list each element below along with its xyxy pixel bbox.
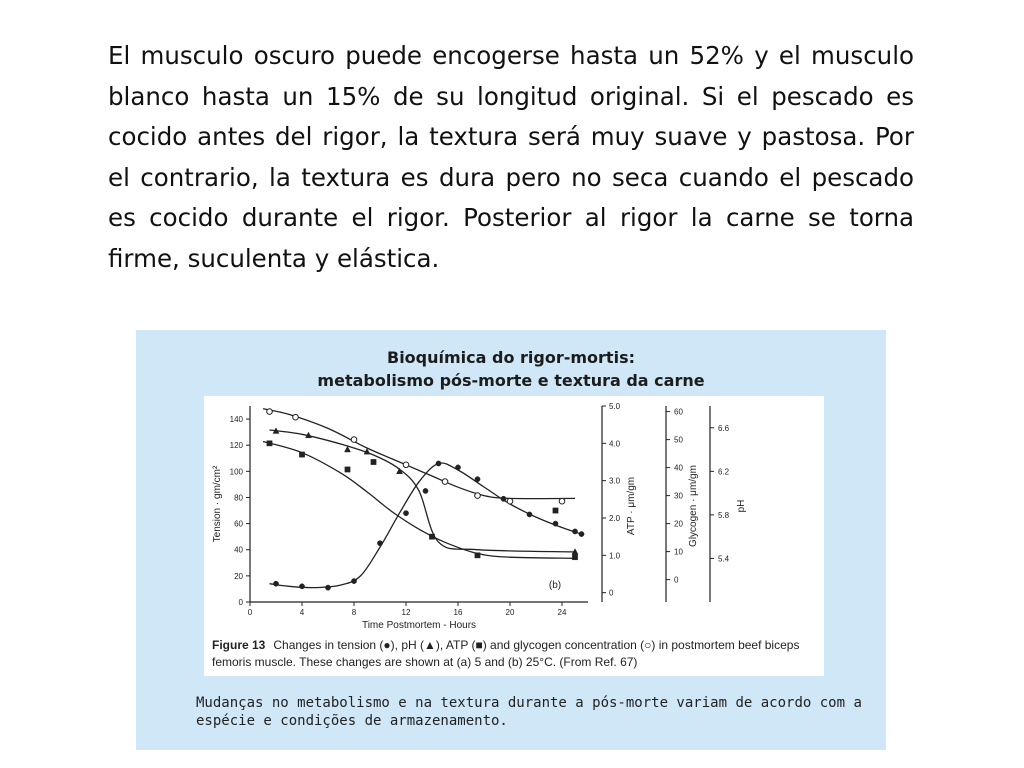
tension-point <box>299 584 304 589</box>
tension-tick-label: 80 <box>234 493 243 503</box>
atp-point <box>553 508 558 513</box>
atp-point <box>345 467 350 472</box>
tension-point <box>351 578 356 583</box>
x-tick-label: 24 <box>557 608 567 617</box>
glycogen-point <box>442 479 448 485</box>
x-tick-label: 8 <box>351 608 357 617</box>
glycogen-tick-label: 0 <box>674 575 679 585</box>
tension-curve <box>270 463 582 588</box>
panel-label: (b) <box>548 580 562 591</box>
tension-point <box>579 531 584 536</box>
x-tick-label: 0 <box>247 608 253 617</box>
x-tick-label: 16 <box>453 608 463 617</box>
ph-tick-label: 5.4 <box>718 554 730 564</box>
tension-point <box>403 511 408 516</box>
tension-tick-label: 20 <box>234 571 243 581</box>
atp-point <box>299 452 304 457</box>
ph-tick-label: 5.8 <box>718 510 730 520</box>
x-tick-label: 12 <box>401 608 411 617</box>
glycogen-tick-label: 30 <box>674 491 683 501</box>
panel-title-line2: metabolismo pós-morte e textura da carne <box>317 371 705 390</box>
glycogen-tick-label: 50 <box>674 435 683 445</box>
ph-tick-label: 6.2 <box>718 467 730 477</box>
atp-point <box>267 441 272 446</box>
tension-point <box>423 488 428 493</box>
rigor-mortis-chart <box>204 396 824 632</box>
tension-point <box>273 581 278 586</box>
atp-tick-label: 4.0 <box>609 439 621 449</box>
glycogen-point <box>507 498 513 504</box>
tension-point <box>501 496 506 501</box>
atp-point <box>572 555 577 560</box>
tension-point <box>455 465 460 470</box>
ph-curve <box>270 430 576 552</box>
glycogen-point <box>403 462 409 468</box>
glycogen-point <box>475 493 481 499</box>
atp-tick-label: 1.0 <box>609 551 621 561</box>
atp-tick-label: 0 <box>609 588 614 598</box>
figure-caption <box>212 637 818 671</box>
glycogen-axis-title: Glycogen · μm/gm <box>688 465 699 547</box>
glycogen-point <box>293 414 299 420</box>
tension-point <box>527 512 532 517</box>
atp-point <box>475 553 480 558</box>
atp-point <box>429 534 434 539</box>
glycogen-point <box>351 437 357 443</box>
atp-point <box>371 459 376 464</box>
atp-tick-label: 3.0 <box>609 476 621 486</box>
glycogen-point <box>559 498 565 504</box>
panel-footer-text: Mudanças no metabolismo e na textura durante a pós-morte variam de acordo com a espécie e condições de armazenamento. <box>196 695 862 729</box>
tension-tick-label: 0 <box>238 598 243 607</box>
glycogen-tick-label: 10 <box>674 547 683 557</box>
glycogen-tick-label: 40 <box>674 463 683 473</box>
ph-axis-title: pH <box>736 499 747 513</box>
glycogen-tick-label: 20 <box>674 519 683 529</box>
tension-point <box>325 585 330 590</box>
panel-title-line1: Bioquímica do rigor-mortis: <box>387 348 635 367</box>
tension-tick-label: 60 <box>234 519 243 529</box>
tension-tick-label: 100 <box>229 467 243 477</box>
x-axis-title: Time Postmortem - Hours <box>361 620 477 631</box>
tension-point <box>377 541 382 546</box>
atp-curve <box>263 442 575 559</box>
atp-axis-title: ATP · μm/gm <box>626 476 637 536</box>
figure-caption-text: Changes in tension (●), pH (▲), ATP (■) and glycogen concentration (○) in postmortem beef biceps femoris muscle. These changes are shown at (a) 5 and (b) 25°C. (From Ref. 67) <box>212 638 800 669</box>
tension-tick-label: 120 <box>229 441 243 451</box>
figure-image <box>204 396 824 676</box>
tension-tick-label: 40 <box>234 545 243 555</box>
ph-tick-label: 6.6 <box>718 423 730 433</box>
tension-tick-label: 140 <box>229 415 243 425</box>
slide-body-text: El musculo oscuro puede encogerse hasta un 52% y el musculo blanco hasta un 15% de su longitud original. Si el pescado es cocido antes del rigor, la textura será muy suave y pastosa. Por el contrario, la textura es dura pero no seca cuando el pescado es cocido durante el rigor. Posterior al rigor la carne se torna firme, suculenta y elástica. <box>108 41 914 273</box>
tension-point <box>475 477 480 482</box>
glycogen-curve <box>263 409 575 499</box>
atp-tick-label: 5.0 <box>609 402 621 411</box>
tension-point <box>436 461 441 466</box>
x-tick-label: 20 <box>505 608 515 617</box>
x-tick-label: 4 <box>299 608 305 617</box>
tension-point <box>553 521 558 526</box>
figure-caption-label: Figure 13 <box>212 638 266 652</box>
atp-tick-label: 2.0 <box>609 514 621 523</box>
tension-axis-title: Tension · gm/cm² <box>212 465 223 543</box>
tension-point <box>572 529 577 534</box>
figure-panel <box>136 330 886 750</box>
glycogen-point <box>267 409 273 415</box>
glycogen-tick-label: 60 <box>674 407 683 417</box>
